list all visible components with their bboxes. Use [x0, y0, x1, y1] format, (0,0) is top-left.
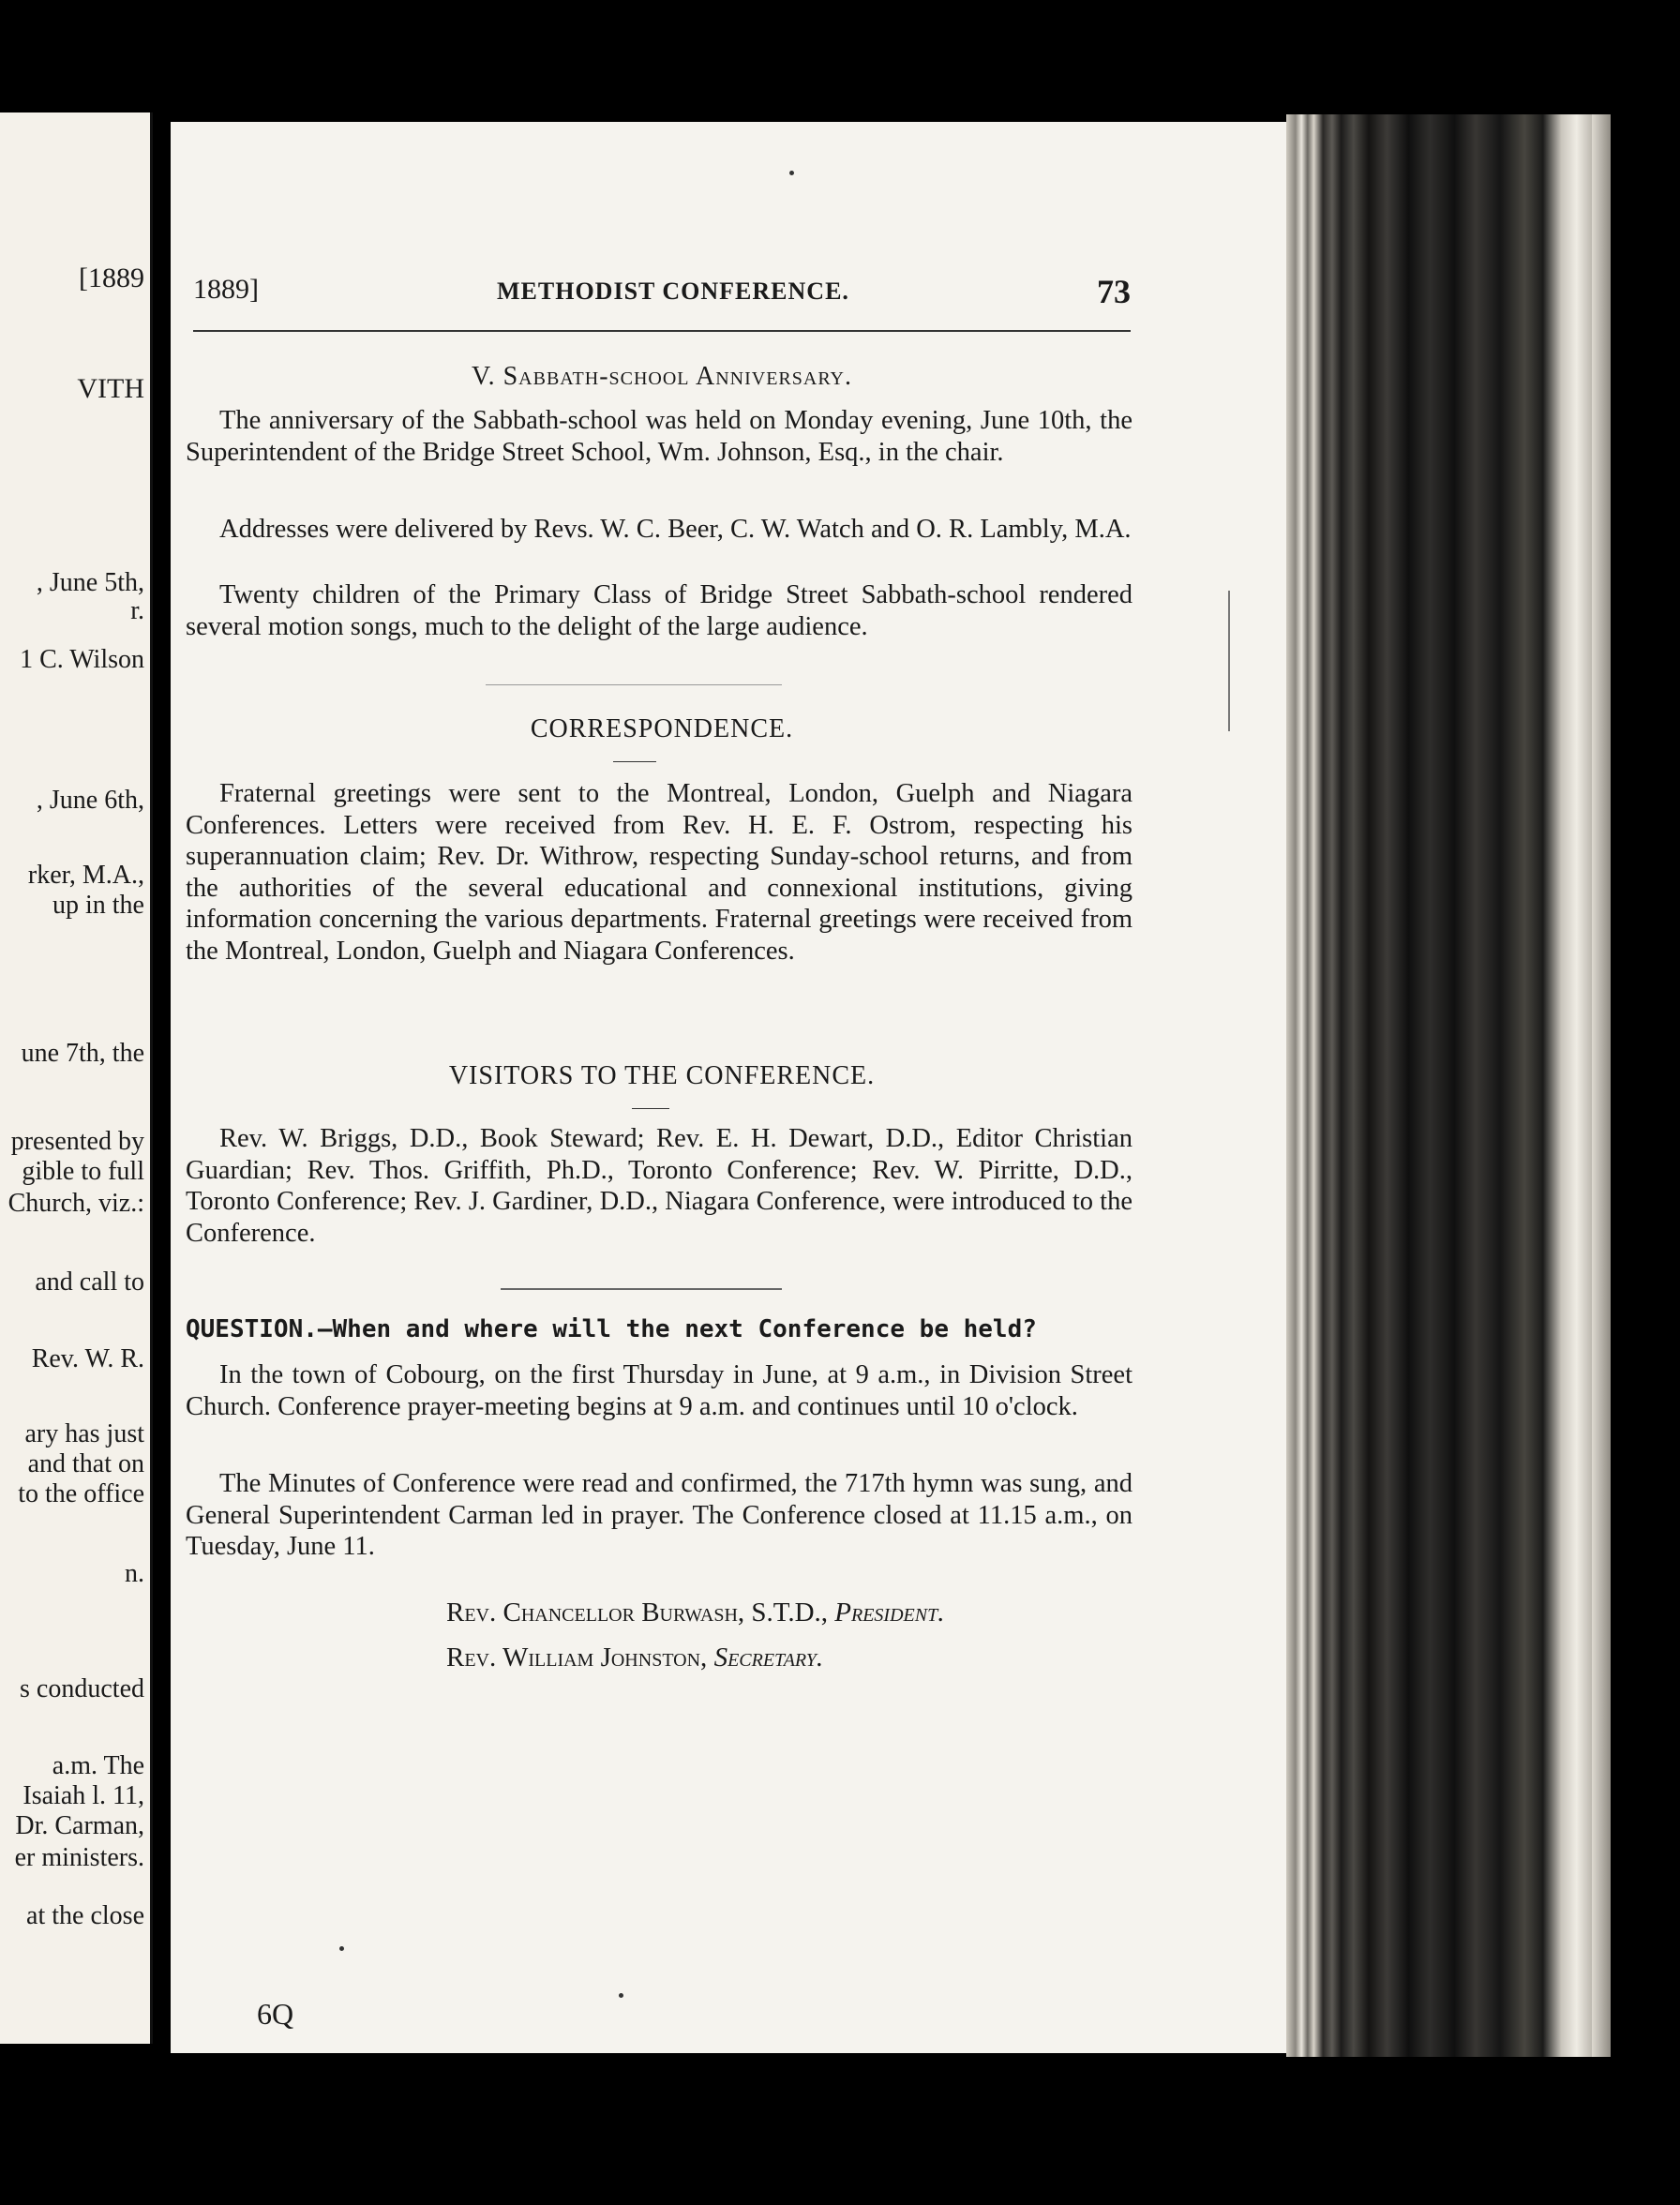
left-line: gible to full [22, 1157, 144, 1186]
paragraph: The anniversary of the Sabbath-school was held on Monday evening, June 10th, the Superintendent of the Bridge Street School, Wm. Johnson, Esq., in the chair. [186, 406, 1132, 467]
left-facing-page [0, 112, 153, 2044]
signature-role: President. [834, 1598, 945, 1628]
left-line: Rev. W. R. [31, 1344, 144, 1373]
signature-mark: 6Q [257, 1997, 294, 2031]
left-line: a.m. The [52, 1751, 144, 1780]
signature-name: Rev. Chancellor Burwash, S.T.D., [446, 1598, 829, 1628]
paragraph: In the town of Cobourg, on the first Thursday in June, at 9 a.m., in Division Street Church. Conference prayer-meeting begins at 9 a.m. and continues until 10 o'clock. [186, 1360, 1132, 1421]
signature-role: Secretary. [713, 1642, 824, 1672]
left-line: to the office [18, 1479, 144, 1508]
paragraph: Addresses were delivered by Revs. W. C. Beer, C. W. Watch and O. R. Lambly, M.A. [219, 515, 1132, 544]
left-line: ary has just [24, 1419, 144, 1448]
left-line: Isaiah l. 11, [22, 1781, 144, 1810]
left-line: and that on [27, 1449, 144, 1478]
question-heading: QUESTION.—When and where will the next Conference be held? [186, 1315, 1037, 1343]
paragraph: The Minutes of Conference were read and confirmed, the 717th hymn was sung, and General Superintendent Carman led in prayer. The Conference closed at 11.15 a.m., on Tuesday, June 11. [186, 1469, 1132, 1561]
left-line: and call to [35, 1268, 144, 1297]
left-line: Church, viz.: [8, 1189, 144, 1218]
left-line: s conducted [20, 1674, 144, 1703]
heading-underline [613, 761, 656, 762]
left-line: up in the [52, 891, 144, 920]
left-line: 1 C. Wilson [20, 645, 144, 674]
book-page-edges [1286, 114, 1592, 2057]
page-number: 73 [1097, 273, 1131, 310]
left-line: n. [125, 1559, 144, 1588]
header-year: 1889] [193, 274, 259, 305]
heading-underline [632, 1108, 669, 1109]
left-line: VITH [77, 373, 144, 404]
header-rule [193, 330, 1131, 332]
header-title: METHODIST CONFERENCE. [497, 278, 849, 305]
left-line: r. [130, 596, 144, 625]
signature-secretary [446, 1642, 823, 1673]
speck [619, 1993, 623, 1998]
left-line: er ministers. [14, 1843, 144, 1872]
book-page [171, 122, 1286, 2053]
paragraph: Fraternal greetings were sent to the Montreal, London, Guelph and Niagara Conferences. Letters were received from Rev. H. E. F. Ostrom, respecting his superannuation claim; Rev. Dr. Withrow, respecting Sunday-school returns, and from the authorities of the several educational and connexional institutions, giving information concerning the various departments. Fraternal greetings were received from the Montreal, London, Guelph and Niagara Conferences. [186, 779, 1132, 966]
signature-name: Rev. William Johnston, [446, 1642, 708, 1672]
section-heading: V. Sabbath-school Anniversary. [472, 362, 852, 391]
section-heading: CORRESPONDENCE. [530, 714, 794, 743]
speck [789, 171, 794, 175]
paragraph: Rev. W. Briggs, D.D., Book Steward; Rev. E. H. Dewart, D.D., Editor Christian Guardian; Rev. Thos. Griffith, Ph.D., Toronto Conference; Rev. W. Pirritte, D.D., Toronto Conference; Rev. J. Gardiner, D.D., Niagara Conference, were introduced to the Conference. [186, 1124, 1132, 1248]
running-header [193, 274, 1131, 321]
left-page-header: [1889 [79, 262, 144, 293]
left-line: rker, M.A., [27, 861, 144, 890]
left-line: presented by [10, 1127, 144, 1156]
left-line: Dr. Carman, [15, 1811, 144, 1840]
signature-president [446, 1598, 944, 1628]
section-divider [486, 684, 782, 685]
speck [339, 1946, 344, 1951]
paragraph: Twenty children of the Primary Class of Bridge Street Sabbath-school rendered several motion songs, much to the delight of the large audience. [186, 580, 1132, 641]
book-edge-shadow [1592, 114, 1611, 2057]
section-divider [501, 1288, 782, 1290]
section-heading: VISITORS TO THE CONFERENCE. [448, 1061, 876, 1090]
left-line: , June 6th, [36, 786, 144, 815]
margin-mark [1228, 591, 1230, 731]
left-line: , June 5th, [36, 568, 144, 597]
left-line: une 7th, the [21, 1039, 144, 1068]
left-line: at the close [26, 1901, 144, 1930]
